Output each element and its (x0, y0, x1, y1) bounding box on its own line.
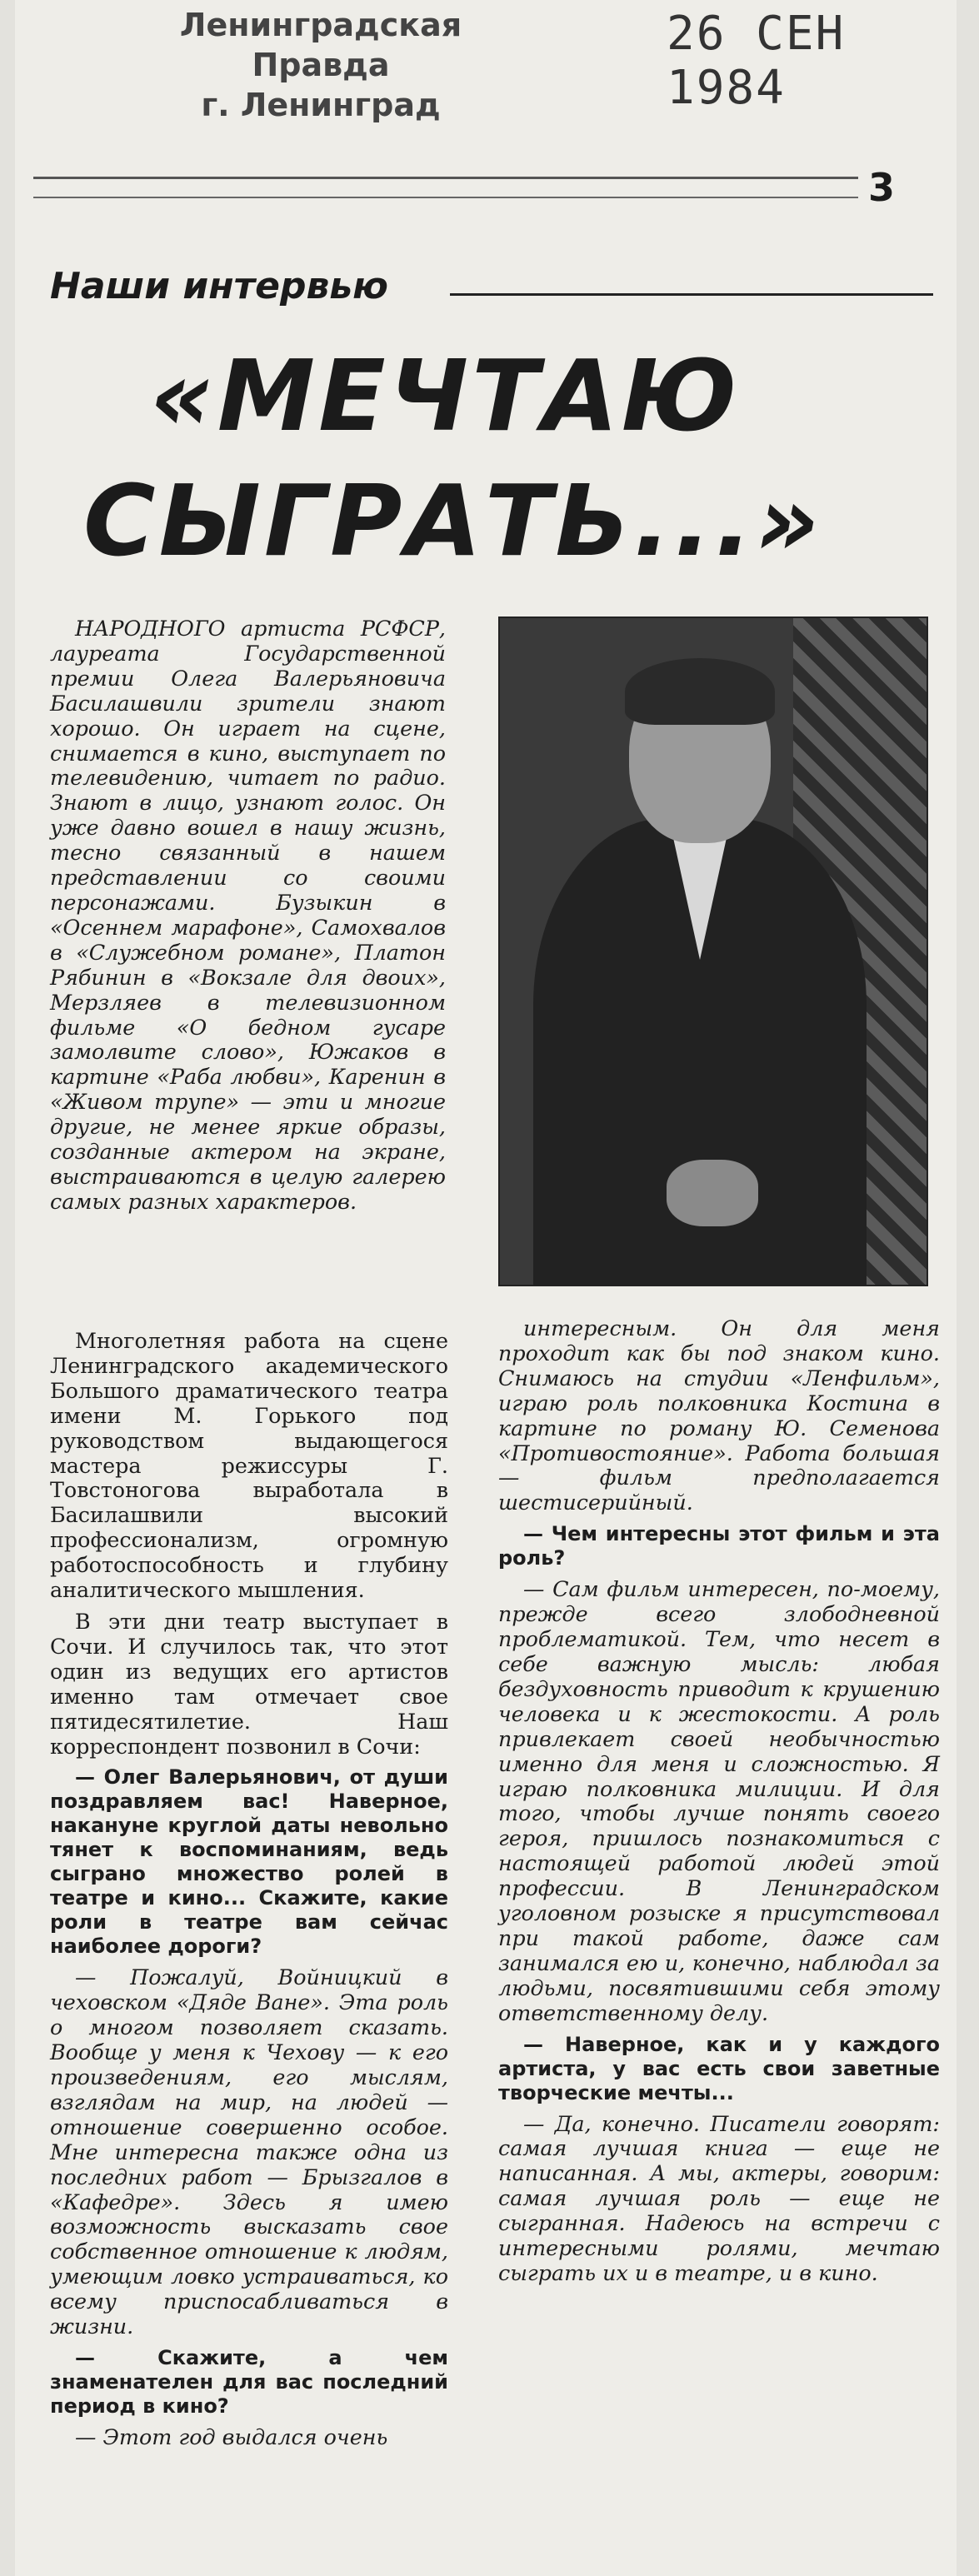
rubric-rule (450, 293, 933, 296)
intro-paragraph: НАРОДНОГО артиста РСФСР, лауреата Государственной премии Олега Валерьяновича Басилашвили зрители знают хорошо. Он играет на сцене, снимается в кино, выступает по телевидению, читает по радио. Знают в лицо, узнают голос. Он уже давно вошел в нашу жизнь, тесно связанный в нашем представлении со своими персонажами. Бузыкин в «Осеннем марафоне», Самохвалов в «Служебном романе», Платон Рябинин в «Вокзале для двоих», Мерзляев в телевизионном фильме «О бедном гусаре замолвите слово», Южаков в картине «Раба любви», Каренин в «Живом трупе» — эти и многие другие, не менее яркие образы, созданные актером на экране, выстраиваются в целую галерею самых разных характеров. (50, 616, 446, 1214)
newspaper-name: Ленинградская Правда (179, 7, 462, 83)
top-rule-secondary (33, 197, 858, 198)
interview-question: — Чем интересны этот фильм и эта роль? (498, 1522, 940, 1570)
interview-answer: интересным. Он для меня проходит как бы под знаком кино. Снимаюсь на студии «Ленфильм», играю роль полковника Костина в картине по роману Ю. Семенова «Противостояние». Работа большая — фильм предполагается шестисерийный. (498, 1315, 940, 1515)
right-column (498, 1316, 940, 2293)
interview-question: — Олег Валерьянович, от души поздравляем вас! Наверное, накануне круглой даты невольно тянет к воспоминаниям, ведь сыграно множество ролей в театре и кино... Скажите, какие роли в театре вам сейчас наиболее дороги? (50, 1765, 448, 1959)
interview-answer: — Этот год выдался очень (75, 2424, 388, 2449)
photo-figure-hand (667, 1160, 758, 1226)
left-column (50, 1329, 448, 2457)
headline-line-2: СЫГРАТЬ...» (83, 463, 823, 578)
photo-figure-hair (625, 658, 775, 725)
article-paragraph: Многолетняя работа на сцене Ленинградского академического Большого драматического театра имени М. Горького под руководством выдающегося мастера режиссуры Г. Товстоногова выработала в Басилашвили высокий профессионализм, огромную работоспособность и глубину аналитического мышления. (50, 1328, 448, 1603)
newspaper-city: г. Ленинград (201, 87, 441, 123)
page-number: 3 (868, 165, 896, 210)
date-stamp: 26 СЕН 1984 (667, 7, 846, 115)
portrait-photo (498, 617, 928, 1286)
interview-answer: — Да, конечно. Писатели говорят: самая лучшая книга — еще не написанная. А мы, актеры, говорим: самая лучшая роль — еще не сыгранная. Надеюсь на встречи с интересными ролями, мечтаю сыграть их и в театре, и в кино. (498, 2110, 940, 2285)
top-rule (33, 177, 858, 179)
interview-question: — Наверное, как и у каждого артиста, у вас есть свои заветные творческие мечты... (498, 2032, 940, 2104)
intro-column (50, 617, 446, 1221)
headline (83, 333, 900, 583)
headline-line-1: «МЕЧТАЮ (150, 338, 741, 453)
interview-answer: — Сам фильм интересен, по-моему, прежде всего злободневной проблематикой. Тем, что несет в себе важную мысль: любая бездуховность приводит к крушению человека и к жестокости. А роль привлекает своей необычностью именно для меня и сложностью. Я играю полковника милиции. И для того, чтобы лучше понять своего героя, пришлось познакомиться с настоящей работой людей этой профессии. В Ленинградском уголовном розыске я присутствовал при такой работе, даже сам занимался ею и, конечно, наблюдал за людьми, посвятившими себя этому ответственному делу. (498, 1576, 940, 2025)
interview-answer: — Пожалуй, Войницкий в чеховском «Дяде Ване». Эта роль о многом позволяет сказать. Вообще у меня к Чехову — к его произведениям, его мыслям, взглядам на мир, на людей — отношение совершенно особое. Мне интересна также одна из последних работ — Брызгалов в «Кафедре». Здесь я имею возможность высказать свое собственное отношение к людям, умеющим ловко устраиваться, ко всему приспосабливаться в жизни. (50, 1964, 448, 2339)
interview-question: — Скажите, а чем знаменателен для вас последний период в кино? (50, 2346, 448, 2418)
article-paragraph: В эти дни театр выступает в Сочи. И случилось так, что этот один из ведущих его артистов именно там отмечает свое пятидесятилетие. Наш корреспондент позвонил в Сочи: (50, 1608, 448, 1759)
masthead (125, 5, 517, 125)
rubric-label: Наши интервью (50, 265, 388, 307)
